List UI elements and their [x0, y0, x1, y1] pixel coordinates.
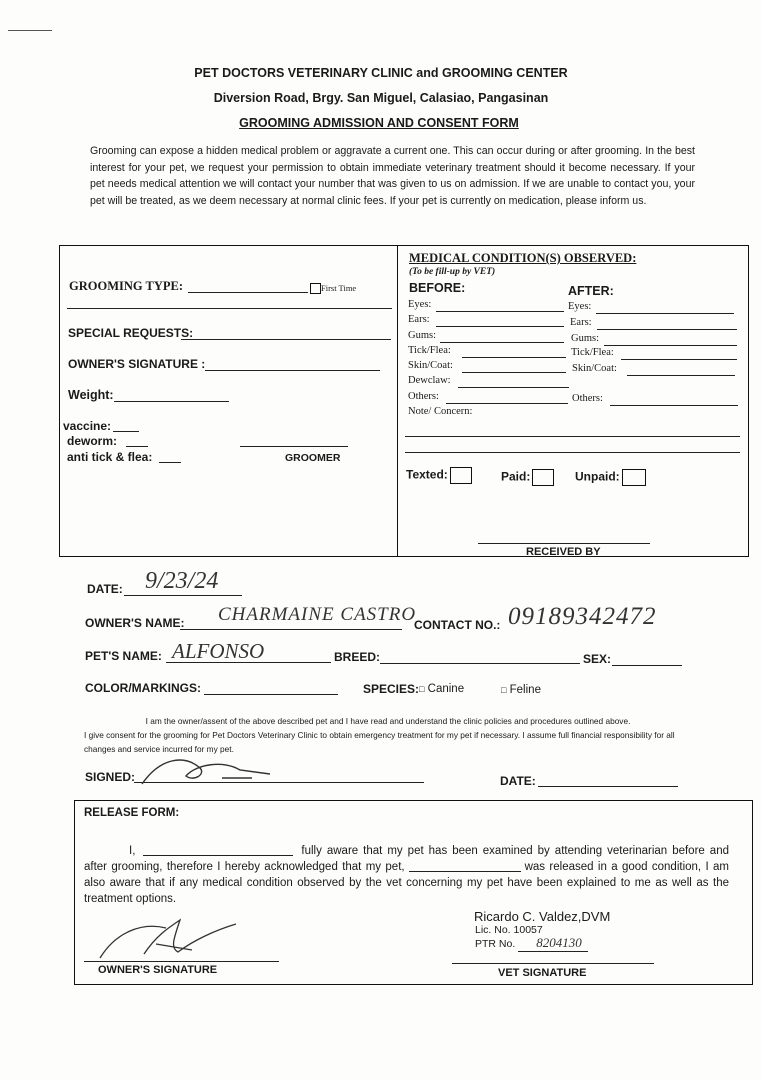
after-gums-field[interactable]	[604, 345, 737, 346]
before-skincoat-field[interactable]	[462, 372, 566, 373]
before-ears-field[interactable]	[436, 326, 564, 327]
consent-line-2: I give consent for the grooming for Pet Doctors Veterinary Clinic to obtain emergency treatment for my pet if necessary. I assume full financial responsibility for all changes and service incurred for my pet.	[84, 730, 675, 754]
unpaid-checkbox[interactable]	[622, 469, 646, 486]
form-title: GROOMING ADMISSION AND CONSENT FORM	[239, 116, 519, 130]
first-time-checkbox[interactable]	[310, 283, 321, 294]
feline-label: Feline	[509, 684, 541, 696]
clinic-name: PET DOCTORS VETERINARY CLINIC and GROOMING CENTER	[194, 66, 568, 80]
canine-label: Canine	[427, 683, 465, 695]
owners-signature-field[interactable]	[205, 370, 380, 371]
special-requests-field[interactable]	[181, 339, 391, 340]
deworm-field[interactable]	[126, 446, 148, 447]
signed-label: SIGNED:	[85, 770, 136, 784]
after-heading: AFTER:	[568, 284, 614, 298]
vaccine-label: vaccine:	[63, 419, 112, 433]
before-others-label: Others:	[408, 391, 439, 402]
received-by-line[interactable]	[478, 543, 650, 544]
release-title: RELEASE FORM:	[84, 807, 180, 819]
anti-tick-field[interactable]	[159, 462, 181, 463]
after-others-label: Others:	[572, 393, 603, 404]
intro-paragraph: Grooming can expose a hidden medical problem or aggravate a current one. This can occur during or after grooming. In the best interest for your pet, we request your permission to obtain immediate veterinary treatment should it become necessary. If your pet needs medical attention we will contact your number that was given to us on admission. If we are unable to contact you, your pet will be treated, as we deem necessary at normal clinic fees. If your pet is currently on medication, please inform us.	[90, 145, 695, 207]
note-label: Note/ Concern:	[408, 406, 473, 417]
color-label: COLOR/MARKINGS:	[85, 681, 201, 695]
unpaid-label: Unpaid:	[575, 469, 620, 484]
first-time-option[interactable]	[310, 283, 356, 294]
vet-ptr-value: 8204130	[518, 935, 588, 952]
before-gums-label: Gums:	[408, 330, 437, 341]
contact-label: CONTACT NO.:	[414, 618, 501, 632]
date-label: DATE:	[87, 582, 123, 596]
received-by-label: RECEIVED BY	[526, 546, 601, 558]
special-requests-label: SPECIAL REQUESTS:	[68, 326, 194, 340]
groomer-label: GROOMER	[285, 452, 341, 464]
release-owner-scribble	[96, 914, 246, 962]
before-tickflea-field[interactable]	[462, 357, 566, 358]
weight-label: Weight:	[68, 388, 114, 402]
species-label: SPECIES:	[363, 682, 420, 696]
vet-license: Lic. No. 10057	[475, 924, 543, 936]
consent-line-1: I am the owner/assent of the above described pet and I have read and understand the clinic policies and procedures outlined above.	[145, 716, 631, 726]
before-eyes-label: Eyes:	[408, 299, 432, 310]
pet-name-label: PET'S NAME:	[85, 649, 162, 663]
after-tickflea-label: Tick/Flea:	[571, 347, 614, 358]
owner-name-value: CHARMAINE CASTRO	[218, 604, 417, 625]
vet-signature-line[interactable]	[452, 963, 654, 964]
first-time-label: First Time	[321, 283, 357, 293]
after-others-field[interactable]	[610, 405, 738, 406]
paid-label: Paid:	[501, 469, 531, 484]
grooming-type-field[interactable]	[188, 292, 308, 293]
vet-name: Ricardo C. Valdez,DVM	[474, 909, 611, 924]
vaccine-field[interactable]	[113, 431, 139, 432]
vet-ptr-label: PTR No.	[475, 938, 516, 950]
dewclaw-label: Dewclaw:	[408, 375, 451, 386]
owners-signature-label: OWNER'S SIGNATURE :	[68, 357, 206, 371]
feline-option[interactable]	[501, 684, 541, 696]
canine-checkbox[interactable]: □	[419, 684, 425, 694]
owner-signature-line[interactable]	[84, 961, 279, 962]
consent-date-label: DATE:	[500, 774, 536, 788]
color-field[interactable]	[204, 694, 338, 695]
sex-field[interactable]	[612, 665, 682, 666]
unpaid-option[interactable]	[575, 469, 646, 486]
vet-signature-label: VET SIGNATURE	[498, 967, 587, 979]
release-owner-field[interactable]	[143, 843, 293, 856]
vet-ptr	[475, 935, 588, 952]
release-text-c: was released in a good condition, I am also aware that if any medical condition observed by the vet concerning my pet have been explained to me as well as the treatment options.	[84, 861, 729, 905]
consent-date-field[interactable]	[538, 786, 678, 787]
medical-title: MEDICAL CONDITION(S) OBSERVED:	[409, 251, 637, 265]
after-ears-field[interactable]	[597, 329, 737, 330]
before-eyes-field[interactable]	[436, 311, 564, 312]
grooming-type-line-2[interactable]	[67, 308, 392, 309]
before-ears-label: Ears:	[408, 314, 430, 325]
after-skincoat-field[interactable]	[627, 375, 735, 376]
paid-option[interactable]	[501, 469, 554, 486]
note-line-1[interactable]	[405, 436, 740, 437]
note-line-2[interactable]	[405, 452, 740, 453]
owner-name-field[interactable]	[180, 629, 402, 630]
release-text-b: fully aware that my pet has been examined by attending veterinarian before and after grooming, therefore I hereby acknowledged that my pet,	[84, 845, 729, 873]
box-divider	[397, 245, 398, 557]
release-text-a: I,	[129, 845, 136, 857]
dewclaw-field[interactable]	[458, 387, 569, 388]
before-skincoat-label: Skin/Coat:	[408, 360, 453, 371]
after-eyes-field[interactable]	[596, 313, 734, 314]
date-field[interactable]	[124, 595, 242, 596]
groomer-signature-line[interactable]	[240, 446, 348, 447]
breed-label: BREED:	[334, 650, 381, 664]
breed-field[interactable]	[380, 663, 580, 664]
pet-name-value: ALFONSO	[172, 639, 265, 663]
release-pet-field[interactable]	[409, 859, 521, 872]
texted-label: Texted:	[406, 467, 448, 482]
sex-label: SEX:	[583, 652, 612, 666]
after-gums-label: Gums:	[571, 333, 600, 344]
release-paragraph	[84, 843, 729, 907]
date-value: 9/23/24	[145, 568, 219, 594]
before-gums-field[interactable]	[440, 342, 564, 343]
before-others-field[interactable]	[446, 403, 568, 404]
texted-checkbox[interactable]	[450, 467, 472, 484]
anti-tick-label: anti tick & flea:	[67, 450, 153, 464]
after-skincoat-label: Skin/Coat:	[572, 363, 617, 374]
canine-option[interactable]	[419, 683, 464, 695]
deworm-label: deworm:	[67, 434, 118, 448]
before-tickflea-label: Tick/Flea:	[408, 345, 451, 356]
after-tickflea-field[interactable]	[621, 359, 737, 360]
before-heading: BEFORE:	[409, 281, 466, 295]
owner-signature-scribble	[140, 752, 290, 788]
after-ears-label: Ears:	[570, 317, 592, 328]
paid-checkbox[interactable]	[532, 469, 554, 486]
texted-option[interactable]	[406, 467, 472, 484]
owner-name-label: OWNER'S NAME:	[85, 616, 185, 630]
owner-signature-label: OWNER'S SIGNATURE	[98, 964, 218, 976]
margin-mark	[8, 30, 52, 31]
contact-value: 09189342472	[508, 603, 657, 630]
clinic-address: Diversion Road, Brgy. San Miguel, Calasiao, Pangasinan	[213, 91, 549, 105]
feline-checkbox[interactable]: □	[501, 685, 507, 695]
grooming-type-label: GROOMING TYPE:	[69, 279, 184, 293]
after-eyes-label: Eyes:	[568, 301, 592, 312]
weight-field[interactable]	[114, 401, 229, 402]
medical-subtitle: (To be fill-up by VET)	[409, 267, 496, 277]
